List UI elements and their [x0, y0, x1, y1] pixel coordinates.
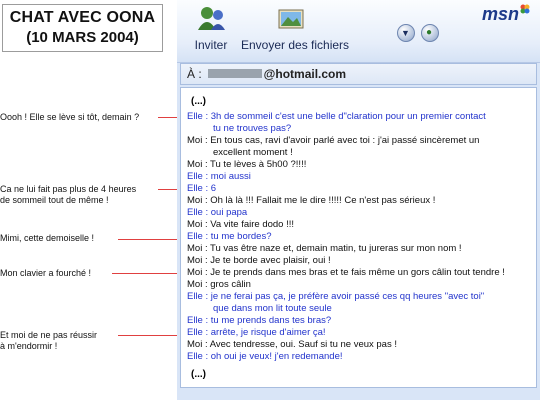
chat-message [187, 339, 530, 351]
message-continuation: excellent moment ! [213, 147, 293, 158]
redacted-address [208, 69, 262, 78]
message-text: Moi : Je te borde avec plaisir, oui ! [187, 255, 331, 266]
message-text: Elle : oh oui je veux! j'en redemande! [187, 351, 343, 362]
annotation-5-connector [118, 335, 184, 336]
annotation-1-text: Oooh ! Elle se lève si tôt, demain ? [0, 112, 140, 122]
chat-message [187, 135, 530, 159]
annotation-5 [0, 330, 97, 352]
message-text: Elle : je ne ferai pas ça, je préfère avoir passé ces qq heures "avec toi" [187, 291, 485, 302]
more-options-button[interactable] [397, 24, 415, 42]
message-text: Moi : Je te prends dans mes bras et te fais même un gors câlin tout tendre ! [187, 267, 505, 278]
message-text: Elle : arrête, je risque d'aimer ça! [187, 327, 326, 338]
toolbar [177, 0, 540, 63]
invite-buddy-icon [196, 6, 226, 32]
chat-message [187, 351, 530, 363]
chat-message [187, 231, 530, 243]
annotation-1 [0, 112, 139, 123]
message-text: Elle : 6 [187, 183, 217, 194]
butterfly-icon [520, 4, 530, 14]
msn-logo-text: msn [481, 4, 519, 24]
recipient-domain: @hotmail.com [263, 67, 347, 81]
message-text: Moi : Oh là là !!! Fallait me le dire !!!!! Ce n'est pas sérieux ! [187, 195, 436, 206]
annotation-4 [0, 268, 91, 279]
message-text: Moi : gros câlin [187, 279, 251, 290]
annotation-3-text: Mimi, cette demoiselle ! [0, 233, 95, 243]
message-text: Moi : En tous cas, ravi d'avoir parlé avec toi : j'ai passé sincèremet un [187, 135, 480, 146]
message-text: Moi : Va vite faire dodo !!! [187, 219, 295, 230]
msn-chat-window [177, 0, 540, 400]
annotation-4-text: Mon clavier a fourché ! [0, 268, 92, 278]
chat-message [187, 243, 530, 255]
chat-history[interactable] [180, 87, 537, 388]
send-files-icon [276, 6, 306, 32]
chat-message [187, 207, 530, 219]
msn-logo [482, 4, 530, 25]
chat-message [187, 267, 530, 279]
message-continuation: tu ne trouves pas? [213, 123, 292, 134]
message-text: Moi : Tu te lèves à 5h00 ?!!!! [187, 159, 307, 170]
buddy-icon: ● [426, 27, 433, 38]
invite-button[interactable] [191, 6, 231, 52]
title-line-2: (10 MARS 2004) [26, 29, 139, 46]
chat-ellipsis-bottom: (...) [191, 369, 206, 380]
annotation-2-text-2: de sommeil tout de même ! [0, 195, 109, 205]
annotation-5-text-2: à m'endormir ! [0, 341, 58, 351]
annotation-2 [0, 184, 136, 206]
chevron-down-icon: ▼ [401, 28, 410, 38]
message-text: Elle : moi aussi [187, 171, 251, 182]
chat-ellipsis-top: (...) [191, 96, 206, 107]
annotation-5-text-1: Et moi de ne pas réussir [0, 330, 98, 340]
invite-label: Inviter [194, 38, 228, 52]
message-continuation: que dans mon lit toute seule [213, 303, 332, 314]
chat-message [187, 159, 530, 171]
annotation-3-connector [118, 239, 184, 240]
annotation-2-text-1: Ca ne lui fait pas plus de 4 heures [0, 184, 137, 194]
message-text: Moi : Avec tendresse, oui. Sauf si tu ne veux pas ! [187, 339, 397, 350]
chat-message [187, 327, 530, 339]
chat-message [187, 219, 530, 231]
chat-message [187, 291, 530, 315]
chat-message [187, 255, 530, 267]
message-text: Elle : oui papa [187, 207, 248, 218]
chat-message [187, 171, 530, 183]
chat-message [187, 279, 530, 291]
title-line-1: CHAT AVEC OONA [9, 9, 156, 26]
annotation-4-connector [112, 273, 184, 274]
chat-message [187, 111, 530, 135]
page-title-box [2, 4, 163, 52]
message-text: Elle : tu me bordes? [187, 231, 272, 242]
chat-message [187, 183, 530, 195]
send-files-button[interactable] [241, 6, 350, 52]
annotation-3 [0, 233, 94, 244]
message-text: Elle : 3h de sommeil c'est une belle d"claration pour un premier contact [187, 111, 486, 122]
recipient-prefix: À : [187, 67, 202, 81]
recipient-bar [180, 63, 537, 85]
send-files-label: Envoyer des fichiers [241, 38, 350, 52]
chat-message [187, 315, 530, 327]
chat-message [187, 195, 530, 207]
contact-status-button[interactable] [421, 24, 439, 42]
message-text: Moi : Tu vas être naze et, demain matin, tu jureras sur mon nom ! [187, 243, 462, 254]
message-text: Elle : tu me prends dans tes bras? [187, 315, 332, 326]
message-list [187, 111, 530, 363]
